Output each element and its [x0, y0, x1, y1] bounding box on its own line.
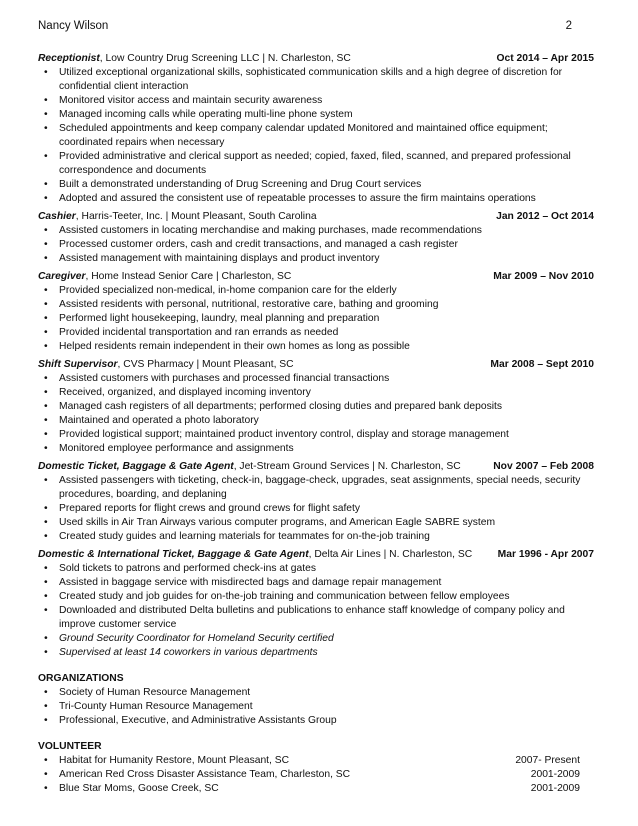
job-title-line	[38, 460, 461, 474]
volunteer-org: • Blue Star Moms, Goose Creek, SC	[59, 783, 219, 794]
job-title-line	[38, 358, 294, 372]
volunteer-item	[38, 754, 598, 768]
duty-item: • Adopted and assured the consistent use of repeatable processes to assure the firm maintains operations	[38, 192, 598, 206]
job-company: , Jet-Stream Ground Services | N. Charleston, SC	[233, 461, 461, 472]
job-header	[38, 210, 598, 224]
job-dates: Nov 2007 – Feb 2008	[493, 461, 594, 472]
duty-item: • Sold tickets to patrons and performed check-ins at gates	[38, 562, 598, 576]
page-header	[38, 19, 572, 33]
volunteer-org: • American Red Cross Disaster Assistance Team, Charleston, SC	[59, 769, 351, 780]
job-duties-list	[38, 562, 598, 660]
job-dates: Mar 1996 - Apr 2007	[497, 549, 594, 560]
job-company: , CVS Pharmacy | Mount Pleasant, SC	[117, 359, 294, 370]
volunteer-section	[38, 740, 598, 796]
job-header	[38, 358, 598, 372]
job-duties-list	[38, 474, 598, 544]
volunteer-list	[38, 754, 598, 796]
duty-item: • Helped residents remain independent in their own homes as long as possible	[38, 340, 598, 354]
organization-item: • Tri-County Human Resource Management	[38, 700, 598, 714]
job-header	[38, 460, 598, 474]
achievement-item: • Ground Security Coordinator for Homeland Security certified	[38, 632, 598, 646]
duty-item: • Maintained and operated a photo laboratory	[38, 414, 598, 428]
volunteer-item	[38, 782, 598, 796]
achievement-item: • Supervised at least 14 coworkers in various departments	[38, 646, 598, 660]
job-header	[38, 270, 598, 284]
job-dates: Mar 2008 – Sept 2010	[490, 359, 594, 370]
job-entry	[38, 52, 598, 206]
duty-item: • Managed incoming calls while operating multi-line phone system	[38, 108, 598, 122]
volunteer-years: 2007- Present	[515, 755, 580, 766]
job-role: Cashier	[38, 211, 76, 222]
job-dates: Jan 2012 – Oct 2014	[496, 211, 594, 222]
job-role: Domestic & International Ticket, Baggage & Gate Agent	[38, 549, 309, 560]
duty-item: • Monitored employee performance and assignments	[38, 442, 598, 456]
job-role: Shift Supervisor	[38, 359, 118, 370]
organizations-list	[38, 686, 598, 728]
experience-list	[38, 52, 598, 660]
duty-item: • Assisted passengers with ticketing, check-in, baggage-check, upgrades, seat assignments, special needs, security procedures, boarding, and deplaning	[38, 474, 598, 502]
job-title-line	[38, 210, 317, 224]
job-duties-list	[38, 66, 598, 206]
job-company: , Home Instead Senior Care | Charleston, SC	[85, 271, 292, 282]
duty-item: • Provided logistical support; maintained product inventory control, display and storage management	[38, 428, 598, 442]
job-company: , Low Country Drug Screening LLC | N. Charleston, SC	[99, 53, 351, 64]
duty-item: • Assisted in baggage service with misdirected bags and damage repair management	[38, 576, 598, 590]
volunteer-years: 2001-2009	[530, 783, 580, 794]
job-title-line	[38, 548, 472, 562]
job-dates: Oct 2014 – Apr 2015	[496, 53, 594, 64]
job-entry	[38, 270, 598, 354]
volunteer-heading: VOLUNTEER	[38, 741, 102, 752]
page-number: 2	[565, 20, 572, 32]
volunteer-item	[38, 768, 598, 782]
job-role: Caregiver	[38, 271, 86, 282]
duty-item: • Assisted customers in locating merchandise and making purchases, made recommendations	[38, 224, 598, 238]
job-header	[38, 548, 598, 562]
job-company: , Harris-Teeter, Inc. | Mount Pleasant, South Carolina	[75, 211, 317, 222]
volunteer-org: • Habitat for Humanity Restore, Mount Pleasant, SC	[59, 755, 290, 766]
duty-item: • Performed light housekeeping, laundry, meal planning and preparation	[38, 312, 598, 326]
job-role: Domestic Ticket, Baggage & Gate Agent	[38, 461, 234, 472]
duty-item: • Used skills in Air Tran Airways various computer programs, and American Eagle SABRE system	[38, 516, 598, 530]
duty-item: • Utilized exceptional organizational skills, sophisticated communication skills and a high degree of discretion for confidential client interaction	[38, 66, 598, 94]
job-role: Receptionist	[38, 53, 100, 64]
duty-item: • Scheduled appointments and keep company calendar updated Monitored and maintained office equipment; coordinated repairs when necessary	[38, 122, 598, 150]
job-entry	[38, 460, 598, 544]
organization-item: • Society of Human Resource Management	[38, 686, 598, 700]
duty-item: • Provided administrative and clerical support as needed; copied, faxed, filed, scanned, and prepared professional correspondence and documents	[38, 150, 598, 178]
organizations-heading: ORGANIZATIONS	[38, 673, 124, 684]
duty-item: • Downloaded and distributed Delta bulletins and publications to enhance staff knowledge of company policy and improve customer service	[38, 604, 598, 632]
duty-item: • Created study and job guides for on-the-job training and communication between fellow employees	[38, 590, 598, 604]
job-duties-list	[38, 224, 598, 266]
duty-item: • Provided specialized non-medical, in-home companion care for the elderly	[38, 284, 598, 298]
duty-item: • Assisted customers with purchases and processed financial transactions	[38, 372, 598, 386]
duty-item: • Built a demonstrated understanding of Drug Screening and Drug Court services	[38, 178, 598, 192]
job-duties-list	[38, 372, 598, 456]
job-company: , Delta Air Lines | N. Charleston, SC	[308, 549, 473, 560]
author-name: Nancy Wilson	[38, 20, 109, 32]
job-title-line	[38, 270, 291, 284]
job-title-line	[38, 52, 351, 66]
resume-body	[38, 52, 598, 796]
duty-item: • Managed cash registers of all departments; performed closing duties and prepared bank deposits	[38, 400, 598, 414]
duty-item: • Monitored visitor access and maintain security awareness	[38, 94, 598, 108]
organizations-section	[38, 672, 598, 728]
job-entry	[38, 548, 598, 660]
job-dates: Mar 2009 – Nov 2010	[493, 271, 594, 282]
duty-item: • Processed customer orders, cash and credit transactions, and managed a cash register	[38, 238, 598, 252]
duty-item: • Assisted residents with personal, nutritional, restorative care, bathing and grooming	[38, 298, 598, 312]
organization-item: • Professional, Executive, and Administrative Assistants Group	[38, 714, 598, 728]
duty-item: • Created study guides and learning materials for teammates for on-the-job training	[38, 530, 598, 544]
job-header	[38, 52, 598, 66]
duty-item: • Prepared reports for flight crews and ground crews for flight safety	[38, 502, 598, 516]
job-entry	[38, 210, 598, 266]
duty-item: • Assisted management with maintaining displays and product inventory	[38, 252, 598, 266]
volunteer-years: 2001-2009	[530, 769, 580, 780]
job-duties-list	[38, 284, 598, 354]
duty-item: • Received, organized, and displayed incoming inventory	[38, 386, 598, 400]
duty-item: • Provided incidental transportation and ran errands as needed	[38, 326, 598, 340]
job-entry	[38, 358, 598, 456]
